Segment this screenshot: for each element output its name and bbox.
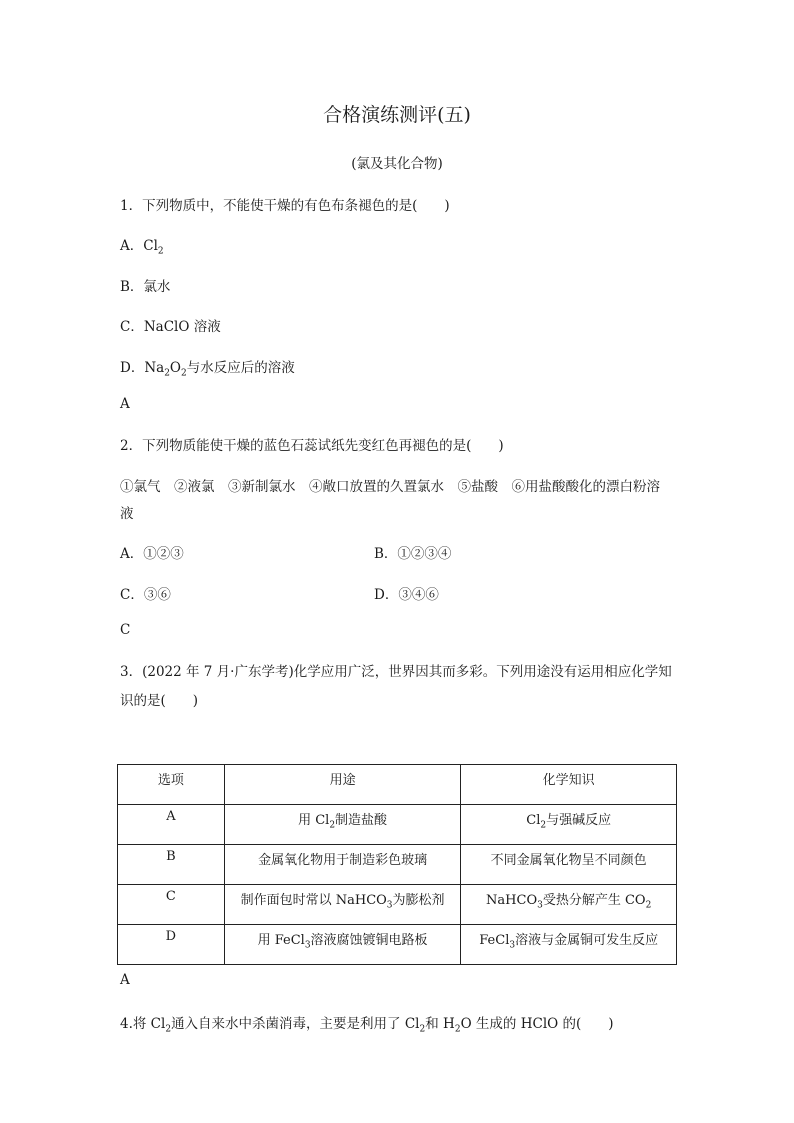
table-row <box>118 885 677 925</box>
q3-table-header-row <box>118 765 677 805</box>
q2-items-line2: 液 <box>120 506 134 522</box>
q2-items-line1: ①氯气 ②液氯 ③新制氯水 ④敞口放置的久置氯水 ⑤盐酸 ⑥用盐酸酸化的漂白粉溶 <box>120 479 660 495</box>
q3-cell-use: 用 $Cl_2$制造盐酸 <box>224 805 461 845</box>
q1-answer: A <box>120 396 130 412</box>
q3-cell-use: 制作面包时常以 NaHCO$_3$为膨松剂 <box>224 885 461 925</box>
q3-cell-knowledge: NaHCO$_3$受热分解产生 $CO_2$ <box>461 885 677 925</box>
q3-header-knowledge: 化学知识 <box>461 765 677 805</box>
q3-cell-option: D <box>118 925 225 965</box>
q3-cell-option: B <box>118 845 225 885</box>
q3-header-option: 选项 <box>118 765 225 805</box>
q3-header-use: 用途 <box>224 765 461 805</box>
q2-option-d: D．③④⑥ <box>374 587 439 603</box>
q1-option-b: B．氯水 <box>120 279 171 295</box>
q3-cell-option: A <box>118 805 225 845</box>
table-row <box>118 845 677 885</box>
q3-cell-use: 用 FeCl$_3$溶液腐蚀镀铜电路板 <box>224 925 461 965</box>
q1-stem: 1．下列物质中，不能使干燥的有色布条褪色的是( ) <box>120 198 450 214</box>
page-title: 合格演练测评(五) <box>323 104 471 126</box>
q4-stem: 4.将 $Cl_2$通入自来水中杀菌消毒，主要是利用了 $Cl_2$和 $H_2O$ 生成的 HClO 的( ) <box>120 1016 614 1035</box>
table-row <box>118 805 677 845</box>
q2-option-c: C．③⑥ <box>120 587 171 603</box>
q2-stem: 2．下列物质能使干燥的蓝色石蕊试纸先变红色再褪色的是( ) <box>120 438 504 454</box>
page-subtitle: (氯及其化合物) <box>351 156 443 172</box>
q3-answer: A <box>120 972 130 988</box>
q3-cell-knowledge: FeCl$_3$溶液与金属铜可发生反应 <box>461 925 677 965</box>
q1-option-a: A．$Cl_2$ <box>120 238 164 257</box>
q3-stem-line1: 3．(2022 年 7 月·广东学考)化学应用广泛，世界因其而多彩。下列用途没有运用相应化学知 <box>120 664 672 680</box>
q2-answer: C <box>120 622 131 638</box>
q3-stem-line2: 识的是( ) <box>120 693 199 709</box>
q1-option-c: C．NaClO 溶液 <box>120 319 221 335</box>
q3-cell-knowledge: $Cl_2$与强碱反应 <box>461 805 677 845</box>
q3-cell-option: C <box>118 885 225 925</box>
q3-cell-knowledge: 不同金属氧化物呈不同颜色 <box>461 845 677 885</box>
q1-option-d: D．$Na_2O_2$与水反应后的溶液 <box>120 360 295 379</box>
table-row <box>118 925 677 965</box>
q3-table <box>117 764 677 965</box>
q2-option-b: B．①②③④ <box>374 546 452 562</box>
q3-cell-use: 金属氧化物用于制造彩色玻璃 <box>224 845 461 885</box>
q2-option-a: A．①②③ <box>120 546 184 562</box>
